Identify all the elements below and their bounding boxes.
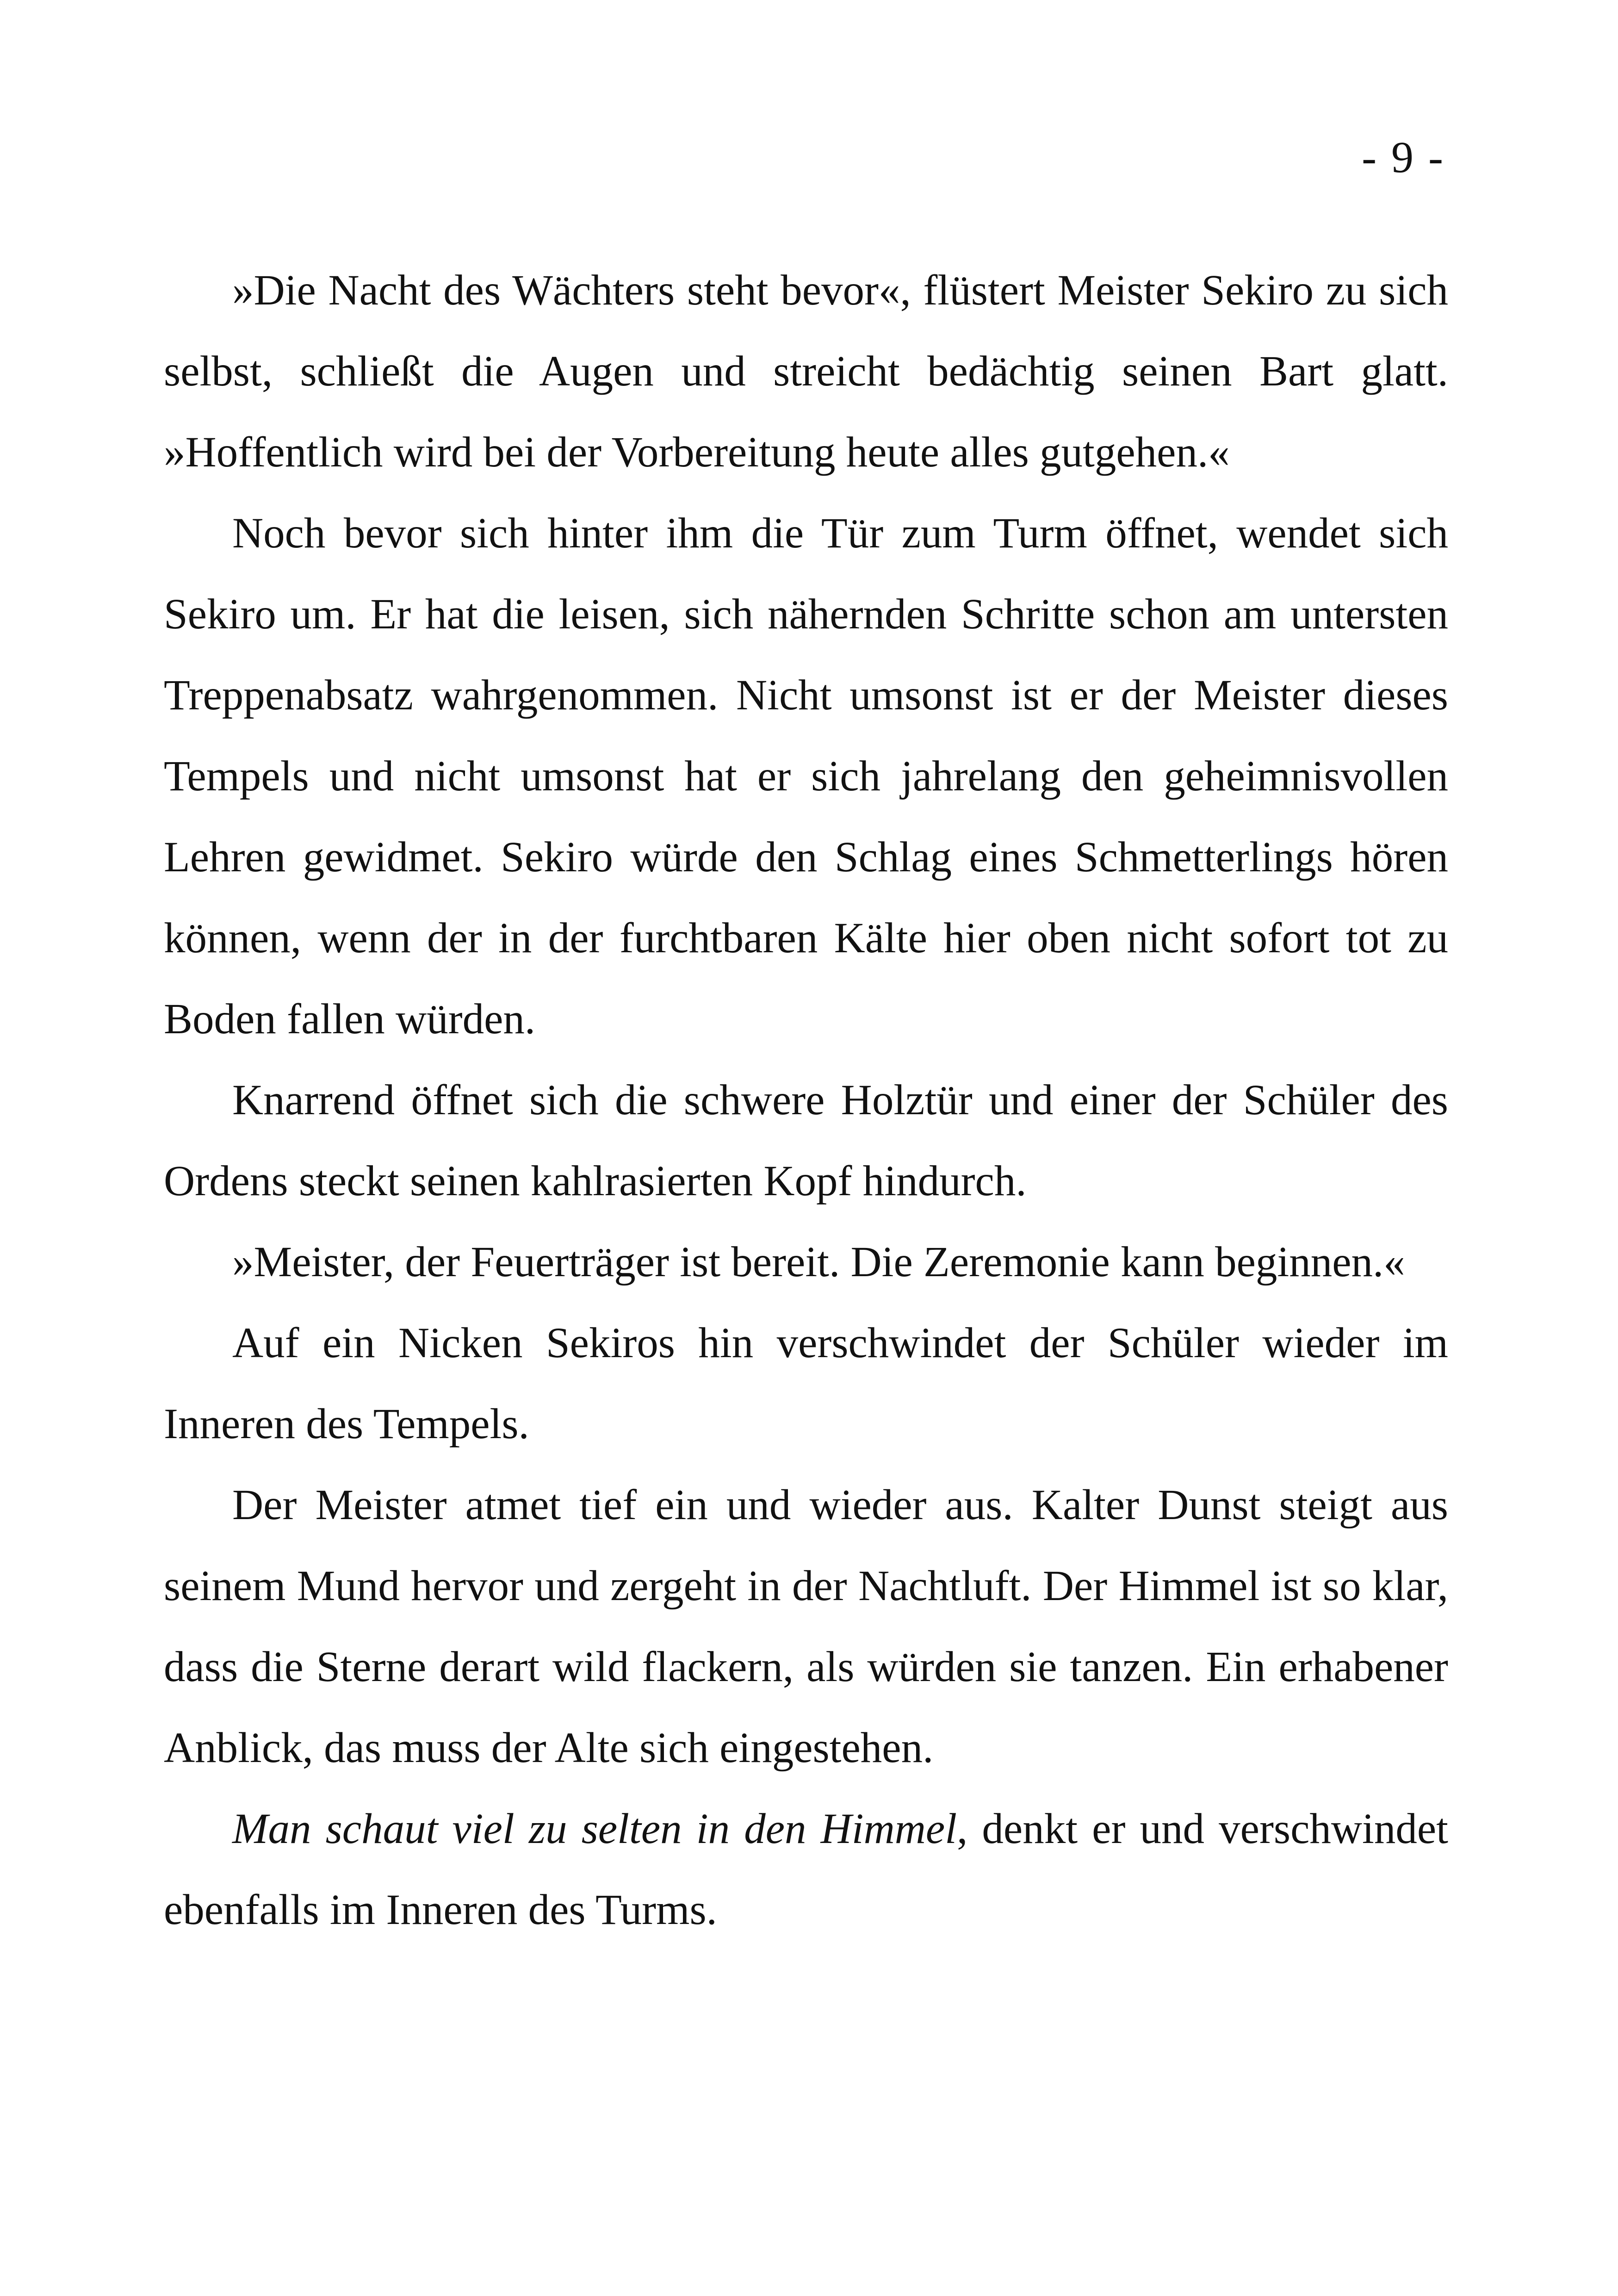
paragraph: »Die Nacht des Wächters steht bevor«, flüstert Meister Sekiro zu sich selbst, schließt die Augen und streicht bedächtig seinen Bart glatt. »Hoffentlich wird bei der Vorbereitung heute alles gutgehen.« xyxy=(164,267,1448,476)
paragraph-remainder: , denkt er und verschwindet ebenfalls im Inneren des Turms. xyxy=(164,1805,1449,1934)
italic-thought: Man schaut viel zu selten in den Himmel xyxy=(232,1805,957,1853)
paragraph: Knarrend öffnet sich die schwere Holztür und einer der Schüler des Ordens steckt seinen kahlrasierten Kopf hindurch. xyxy=(164,1076,1448,1205)
paragraph: Noch bevor sich hinter ihm die Tür zum Turm öffnet, wendet sich Sekiro um. Er hat die leisen, sich nähernden Schritte schon am untersten Treppenabsatz wahrgenommen. Nicht umsonst ist er der Meister dieses Tempels und nicht umsonst hat er sich jahrelang den geheimnisvollen Lehren gewidmet. Sekiro würde den Schlag eines Schmetterlings hören können, wenn der in der furchtbaren Kälte hier oben nicht sofort tot zu Boden fallen würden. xyxy=(164,509,1448,1043)
paragraph: Der Meister atmet tief ein und wieder aus. Kalter Dunst steigt aus seinem Mund hervor und zergeht in der Nachtluft. Der Himmel ist so klar, dass die Sterne derart wild flackern, als würden sie tanzen. Ein erhabener Anblick, das muss der Alte sich eingestehen. xyxy=(164,1481,1448,1772)
paragraph: Auf ein Nicken Sekiros hin verschwindet der Schüler wieder im Inneren des Tempels. xyxy=(164,1319,1448,1448)
paragraph: »Meister, der Feuerträger ist bereit. Die Zeremonie kann beginnen.« xyxy=(232,1238,1405,1286)
page-number: - 9 - xyxy=(1362,132,1445,182)
paragraph-with-italic xyxy=(164,1788,1448,1950)
body-text xyxy=(164,250,1448,1950)
